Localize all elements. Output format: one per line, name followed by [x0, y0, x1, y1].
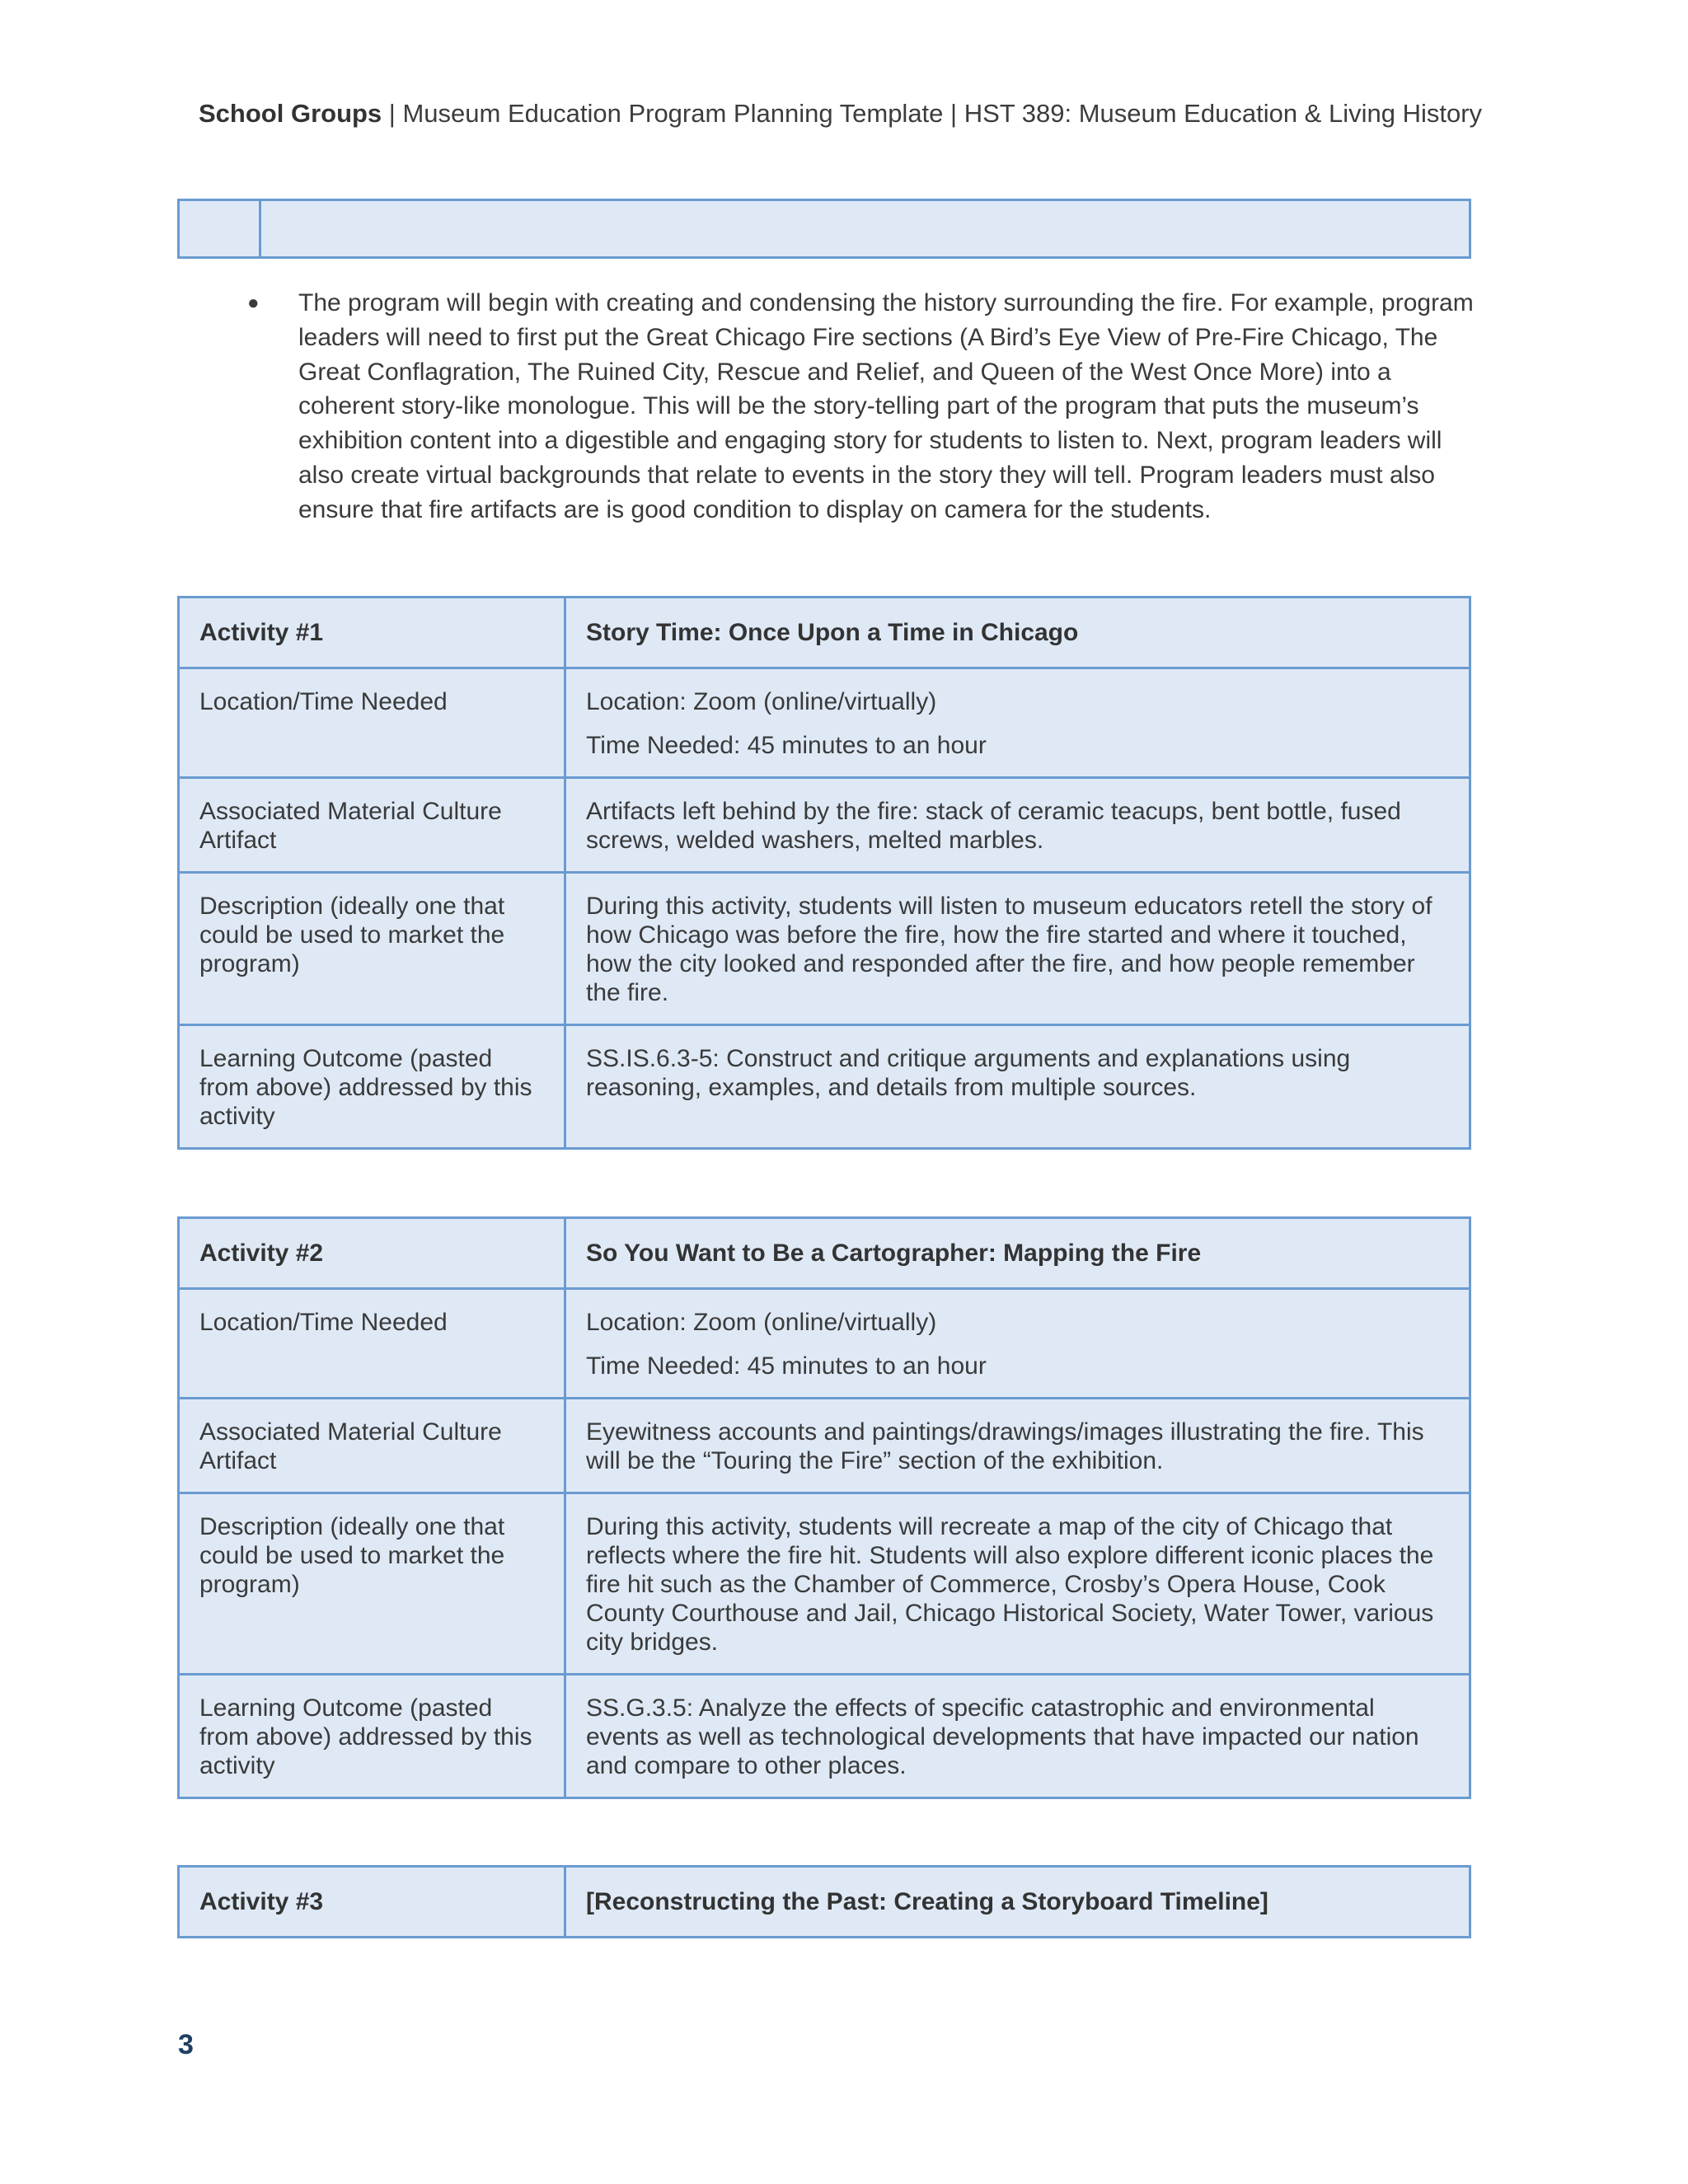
table-row — [179, 778, 1470, 873]
outcome-value: SS.G.3.5: Analyze the effects of specific catastrophic and environmental events as well as technological developments that have impacted our nation and compare to other places. — [565, 1675, 1470, 1798]
activity-title: So You Want to Be a Cartographer: Mapping the Fire — [565, 1218, 1470, 1289]
activity-2-table — [177, 1216, 1471, 1799]
table-row — [179, 1025, 1470, 1149]
artifact-value: Artifacts left behind by the fire: stack of ceramic teacups, bent bottle, fused screws, welded washers, melted marbles. — [565, 778, 1470, 873]
blank-table-cell — [180, 201, 261, 256]
activity-label: Activity #3 — [179, 1867, 565, 1938]
activity-label: Activity #2 — [179, 1218, 565, 1289]
intro-bullet — [247, 286, 1484, 527]
time-value: Time Needed: 45 minutes to an hour — [586, 732, 987, 759]
table-row — [179, 1218, 1470, 1289]
table-row — [179, 1675, 1470, 1798]
page-header — [199, 97, 1482, 130]
time-value: Time Needed: 45 minutes to an hour — [586, 1352, 987, 1380]
activity-3-table — [177, 1865, 1471, 1938]
outcome-value: SS.IS.6.3-5: Construct and critique arguments and explanations using reasoning, examples, and details from multiple sources. — [565, 1025, 1470, 1149]
location-value: Location: Zoom (online/virtually) — [586, 688, 937, 715]
bullet-dot: ● — [247, 292, 260, 314]
activity-title: [Reconstructing the Past: Creating a Storyboard Timeline] — [565, 1867, 1470, 1938]
artifact-value: Eyewitness accounts and paintings/drawings/images illustrating the fire. This will be the “Touring the Fire” section of the exhibition. — [565, 1399, 1470, 1493]
table-row — [179, 668, 1470, 778]
activity-title: Story Time: Once Upon a Time in Chicago — [565, 598, 1470, 668]
page-number: 3 — [178, 2029, 194, 2060]
header-document-title: | Museum Education Program Planning Template | HST 389: Museum Education & Living History — [382, 99, 1483, 128]
activity-label: Activity #1 — [179, 598, 565, 668]
row-label-location: Location/Time Needed — [179, 668, 565, 778]
activity-1-table — [177, 596, 1471, 1150]
header-section-name: School Groups — [199, 99, 382, 128]
row-label-artifact: Associated Material Culture Artifact — [179, 778, 565, 873]
intro-bullet-text: The program will begin with creating and condensing the history surrounding the fire. For example, program leaders will need to first put the Great Chicago Fire sections (A Bird’s Eye View of Pre-Fire Chicago, The Great Conflagration, The Ruined City, Rescue and Relief, and Queen of the West Once More) into a coherent story-like monologue. This will be the story-telling part of the program that puts the museum’s exhibition content into a digestible and engaging story for students to listen to. Next, program leaders will also create virtual backgrounds that relate to events in the story they will tell. Program leaders must also ensure that fire artifacts are is good condition to display on camera for the students. — [298, 289, 1474, 523]
table-row — [179, 1399, 1470, 1493]
table-row — [179, 598, 1470, 668]
blank-table-cell — [261, 201, 1469, 256]
table-row — [179, 1493, 1470, 1675]
location-value: Location: Zoom (online/virtually) — [586, 1309, 937, 1336]
row-label-description: Description (ideally one that could be used to market the program) — [179, 1493, 565, 1675]
location-time-cell — [565, 668, 1470, 778]
table-row — [179, 1289, 1470, 1399]
description-value: During this activity, students will recreate a map of the city of Chicago that reflects where the fire hit. Students will also explore different iconic places the fire hit such as the Chamber of Commerce, Crosby’s Opera House, Cook County Courthouse and Jail, Chicago Historical Society, Water Tower, various city bridges. — [565, 1493, 1470, 1675]
table-row — [179, 873, 1470, 1025]
location-time-cell — [565, 1289, 1470, 1399]
row-label-location: Location/Time Needed — [179, 1289, 565, 1399]
row-label-description: Description (ideally one that could be used to market the program) — [179, 873, 565, 1025]
row-label-artifact: Associated Material Culture Artifact — [179, 1399, 565, 1493]
description-value: During this activity, students will listen to museum educators retell the story of how Chicago was before the fire, how the fire started and where it touched, how the city looked and responded after the fire, and how people remember the fire. — [565, 873, 1470, 1025]
row-label-outcome: Learning Outcome (pasted from above) addressed by this activity — [179, 1025, 565, 1149]
row-label-outcome: Learning Outcome (pasted from above) addressed by this activity — [179, 1675, 565, 1798]
blank-header-table — [177, 199, 1471, 259]
table-row — [179, 1867, 1470, 1938]
